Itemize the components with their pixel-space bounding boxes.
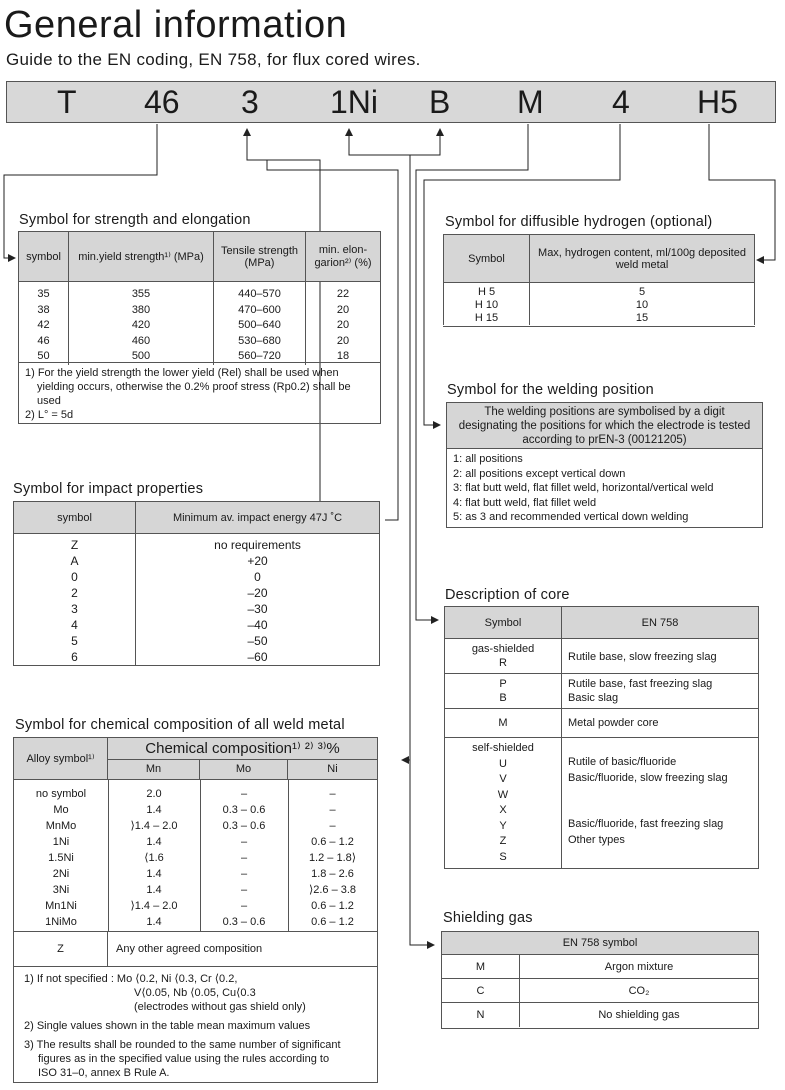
- core-symbol: B: [499, 692, 507, 704]
- chem-cell: MnMo: [45, 820, 77, 832]
- chem-cell: –: [329, 788, 336, 800]
- chem-row: [14, 834, 377, 850]
- impact-cell: 3: [14, 601, 136, 617]
- gas-desc: No shielding gas: [598, 1009, 680, 1021]
- impact-cell: –50: [136, 633, 380, 649]
- impact-cell: 0: [136, 569, 380, 585]
- strength-row: [19, 334, 381, 350]
- core-desc: Basic/fluoride, fast freezing slag: [568, 818, 724, 830]
- chem-cell: 0.6 – 1.2: [311, 900, 354, 912]
- code-bar: [6, 81, 776, 123]
- impact-cell: Z: [14, 534, 136, 554]
- impact-cell: –60: [136, 649, 380, 666]
- strength-cell: 18: [306, 349, 381, 365]
- chem-cell: 0.6 – 1.2: [311, 836, 354, 848]
- gas-symbol: M: [442, 955, 520, 978]
- core-group-descs: [562, 712, 758, 734]
- core-group: [445, 639, 758, 674]
- strength-cell: 440–570: [214, 282, 306, 303]
- hydrogen-title: Symbol for diffusible hydrogen (optional): [445, 214, 713, 230]
- gas-symbol: N: [442, 1003, 520, 1027]
- core-group-symbols: [445, 639, 562, 673]
- chem-cell: 1.4: [146, 804, 162, 816]
- hydrogen-cell: 15: [530, 312, 755, 325]
- code-symbol-position: 4: [612, 84, 630, 120]
- impact-col-energy: Minimum av. impact energy 47J ˚C: [136, 502, 380, 534]
- chem-col-ni: Ni: [327, 763, 338, 775]
- core-desc: Other types: [568, 833, 625, 846]
- chem-note: (electrodes without gas shield only): [134, 1001, 306, 1013]
- strength-title: Symbol for strength and elongation: [19, 212, 251, 228]
- strength-cell: 38: [19, 303, 69, 319]
- chem-cell: 0.3 – 0.6: [222, 916, 266, 928]
- chem-cell: ⟨1.6: [144, 852, 164, 864]
- chem-col-mn: Mn: [108, 760, 200, 779]
- core-desc: Metal powder core: [568, 717, 659, 729]
- core-symbol: R: [499, 657, 507, 669]
- strength-cell: 470–600: [214, 303, 306, 319]
- strength-cell: 460: [69, 334, 214, 350]
- chem-col-composition: Chemical composition¹⁾ ²⁾ ³⁾%: [108, 738, 377, 760]
- chem-cell: ⟩1.4 – 2.0: [130, 900, 178, 912]
- position-item: 4: flat butt weld, flat fillet weld: [453, 496, 597, 509]
- strength-col-yield: min.yield strength¹⁾ (MPa): [69, 232, 214, 282]
- strength-note: yielding occurs, otherwise the 0.2% proof stress (Rp0.2) shall be used: [37, 381, 351, 407]
- impact-row: [14, 633, 380, 649]
- hydrogen-row: [444, 312, 755, 325]
- position-header: The welding positions are symbolised by a digit designating the positions for which the electrode is tested according to prEN-3 (00121205): [447, 403, 762, 449]
- chem-note: 1) If not specified : Mo ⟨0.2, Ni ⟨0.3, Cr ⟨0.2,: [24, 973, 238, 985]
- chem-row: [14, 898, 377, 914]
- chem-z-desc: Any other agreed composition: [116, 943, 263, 955]
- chem-cell: 1.4: [146, 836, 162, 848]
- code-symbol-hydrogen: H5: [697, 84, 738, 120]
- chem-col-alloy: Alloy symbol¹⁾: [14, 738, 108, 779]
- code-symbol-chemical: 1Ni: [330, 84, 379, 120]
- strength-row: [19, 282, 381, 303]
- core-symbol: P: [499, 678, 507, 690]
- chem-cell: –: [240, 836, 248, 848]
- chem-row: [14, 850, 377, 866]
- page-subtitle: Guide to the EN coding, EN 758, for flux cored wires.: [6, 50, 421, 69]
- connector-core: [416, 124, 528, 620]
- chem-row: [14, 786, 377, 802]
- strength-cell: 35: [19, 282, 69, 303]
- hydrogen-table: [443, 234, 755, 325]
- strength-cell: 20: [306, 334, 381, 350]
- core-symbol: X: [499, 804, 507, 816]
- strength-cell: 42: [19, 318, 69, 334]
- chem-cell: 1.4: [146, 884, 162, 896]
- core-symbol: S: [499, 850, 507, 863]
- chem-cell: –: [240, 852, 248, 864]
- hydrogen-col-symbol: Symbol: [444, 235, 530, 283]
- position-item: 3: flat butt weld, flat fillet weld, horizontal/vertical weld: [453, 482, 714, 494]
- chem-cell: 1.4: [146, 868, 162, 880]
- impact-table: [13, 501, 380, 666]
- impact-row: [14, 534, 380, 554]
- gas-desc: Argon mixture: [604, 961, 674, 973]
- core-self-label: self-shielded: [472, 742, 534, 754]
- chem-cell: ⟩2.6 – 3.8: [308, 884, 357, 896]
- strength-col-symbol: symbol: [19, 232, 69, 282]
- code-symbol-gas: M: [517, 84, 544, 120]
- impact-cell: 0: [14, 569, 136, 585]
- strength-note: 1) For the yield strength the lower yield (Rel) shall be used when: [25, 367, 339, 379]
- strength-col-elongation: min. elon-garion²⁾ (%): [306, 232, 381, 282]
- strength-cell: 420: [69, 318, 214, 334]
- chem-cell: 1.4: [146, 916, 162, 928]
- core-desc: Basic slag: [568, 692, 619, 704]
- core-symbol: W: [497, 788, 509, 801]
- hydrogen-row: [444, 299, 755, 312]
- core-spacer: [568, 642, 758, 650]
- core-symbol: Y: [499, 819, 507, 832]
- strength-cell: 560–720: [214, 349, 306, 365]
- chem-row: [14, 866, 377, 882]
- core-desc: [568, 802, 758, 818]
- strength-cell: 500: [69, 349, 214, 365]
- chem-cell: 0.3 – 0.6: [222, 820, 266, 832]
- core-desc: [568, 786, 758, 802]
- core-symbol: U: [499, 757, 507, 770]
- gas-row: [442, 955, 758, 979]
- core-desc: Rutile base, fast freezing slag: [568, 678, 713, 690]
- chem-note: 3) The results shall be rounded to the same number of significant: [24, 1039, 341, 1051]
- code-symbol-strength: 46: [144, 84, 180, 120]
- impact-cell: –20: [136, 585, 380, 601]
- core-group-descs: [562, 642, 758, 670]
- position-item: 5: as 3 and recommended vertical down welding: [453, 511, 689, 523]
- strength-cell: 355: [69, 282, 214, 303]
- chem-cell: –: [329, 804, 336, 816]
- core-group-descs: [562, 677, 758, 705]
- chem-cell: 1.2 – 1.8⟩: [308, 852, 357, 864]
- gas-desc: CO₂: [628, 985, 650, 997]
- gas-symbol: C: [442, 979, 520, 1002]
- chem-note: 2) Single values shown in the table mean maximum values: [24, 1020, 311, 1032]
- gas-title: Shielding gas: [443, 910, 533, 926]
- hydrogen-bottom: [443, 326, 755, 327]
- strength-cell: 46: [19, 334, 69, 350]
- gas-row: [442, 1003, 758, 1027]
- gas-table: [441, 931, 759, 1029]
- chem-cell: –: [240, 900, 248, 912]
- chem-col-mo: Mo: [200, 760, 288, 779]
- strength-note: 2) L° = 5d: [25, 409, 74, 421]
- impact-cell: –40: [136, 617, 380, 633]
- chem-table: [13, 737, 378, 1083]
- core-title: Description of core: [445, 587, 570, 603]
- code-symbol-impact: 3: [241, 84, 259, 120]
- strength-row: [19, 318, 381, 334]
- position-box: [446, 402, 763, 528]
- core-desc: [568, 848, 758, 864]
- core-group: [445, 738, 758, 868]
- hydrogen-cell: H 15: [444, 312, 530, 325]
- core-desc: Basic/fluoride, slow freezing slag: [568, 771, 728, 784]
- core-desc: Rutile of basic/fluoride: [568, 756, 677, 768]
- impact-cell: +20: [136, 553, 380, 569]
- chem-cell: –: [240, 868, 248, 880]
- strength-table: [18, 231, 381, 365]
- core-group-symbols: [445, 709, 562, 737]
- core-symbol: Z: [499, 835, 507, 847]
- core-col-en758: EN 758: [641, 617, 679, 629]
- core-group-symbols: [445, 738, 562, 868]
- chem-note: V⟨0.05, Nb ⟨0.05, Cu⟨0.3: [134, 987, 256, 999]
- impact-cell: 4: [14, 617, 136, 633]
- impact-title: Symbol for impact properties: [13, 481, 204, 497]
- strength-col-tensile: Tensile strength (MPa): [214, 232, 306, 282]
- position-item: 2: all positions except vertical down: [453, 467, 626, 480]
- connector-gas: [410, 760, 434, 945]
- impact-cell: –30: [136, 601, 380, 617]
- chem-col-divider: [108, 780, 109, 931]
- chem-row: [14, 818, 377, 834]
- impact-col-symbol: symbol: [14, 502, 136, 534]
- chem-row: [14, 914, 377, 930]
- impact-row: [14, 553, 380, 569]
- impact-cell: 2: [14, 585, 136, 601]
- strength-cell: 380: [69, 303, 214, 319]
- chem-cell: –: [329, 820, 336, 832]
- hydrogen-row: [444, 283, 755, 300]
- core-spacer: [568, 741, 758, 755]
- strength-cell: 530–680: [214, 334, 306, 350]
- position-title: Symbol for the welding position: [447, 382, 654, 398]
- core-desc: Rutile base, slow freezing slag: [568, 651, 717, 663]
- impact-cell: 5: [14, 633, 136, 649]
- chem-note: ISO 31–0, annex B Rule A.: [38, 1067, 170, 1079]
- hydrogen-cell: 10: [530, 299, 755, 312]
- impact-row: [14, 649, 380, 666]
- core-col-symbol: Symbol: [445, 607, 562, 638]
- impact-cell: A: [14, 553, 136, 569]
- strength-cell: 50: [19, 349, 69, 365]
- impact-row: [14, 585, 380, 601]
- chem-cell: 3Ni: [52, 884, 70, 896]
- hydrogen-cell: H 5: [444, 283, 530, 300]
- hydrogen-cell: 5: [530, 283, 755, 300]
- page-title: General information: [4, 4, 348, 46]
- impact-cell: no requirements: [136, 534, 380, 554]
- chem-cell: 2.0: [146, 788, 162, 800]
- core-group-symbols: [445, 674, 562, 708]
- chem-cell: 1NiMo: [45, 916, 77, 928]
- chem-title: Symbol for chemical composition of all weld metal: [15, 717, 345, 733]
- chem-row: [14, 802, 377, 818]
- chem-cell: 1.5Ni: [48, 852, 74, 864]
- chem-cell: ⟩1.4 – 2.0: [130, 820, 178, 832]
- strength-cell: 20: [306, 303, 381, 319]
- chem-cell: Mo: [53, 804, 69, 816]
- strength-notes: [18, 362, 381, 424]
- chem-cell: no symbol: [35, 788, 87, 800]
- hydrogen-cell: H 10: [444, 299, 530, 312]
- code-symbol-core: B: [429, 84, 451, 120]
- core-table: [444, 606, 759, 869]
- core-group: [445, 709, 758, 738]
- strength-cell: 22: [306, 282, 381, 303]
- chem-note: figures as in the specified value using the rules according to: [38, 1053, 330, 1065]
- chem-cell: –: [240, 884, 248, 896]
- chem-col-divider: [288, 780, 289, 931]
- core-symbol: M: [498, 717, 508, 729]
- chem-cell: 1Ni: [52, 836, 70, 848]
- impact-row: [14, 601, 380, 617]
- code-symbol-t: T: [57, 84, 77, 120]
- hydrogen-col-content: Max, hydrogen content, ml/100g deposited weld metal: [530, 235, 755, 283]
- strength-row: [19, 303, 381, 319]
- chem-cell: 1.8 – 2.6: [311, 868, 354, 880]
- chem-cell: –: [240, 788, 248, 800]
- chem-z-symbol: Z: [14, 932, 108, 966]
- core-group: [445, 674, 758, 709]
- chem-cell: 2Ni: [52, 868, 70, 880]
- position-item: 1: all positions: [453, 453, 523, 465]
- chem-row: [14, 882, 377, 898]
- core-symbol: V: [499, 773, 507, 785]
- impact-row: [14, 569, 380, 585]
- chem-col-divider: [200, 780, 201, 931]
- core-group-descs: [562, 741, 758, 865]
- chem-cell: Mn1Ni: [45, 900, 77, 912]
- chem-cell: 0.6 – 1.2: [311, 916, 354, 928]
- core-gas-label: gas-shielded: [471, 643, 535, 655]
- gas-header: EN 758 symbol: [442, 932, 758, 955]
- impact-row: [14, 617, 380, 633]
- impact-cell: 6: [14, 649, 136, 666]
- strength-cell: 500–640: [214, 318, 306, 334]
- strength-cell: 20: [306, 318, 381, 334]
- chem-cell: 0.3 – 0.6: [222, 804, 266, 816]
- gas-row: [442, 979, 758, 1003]
